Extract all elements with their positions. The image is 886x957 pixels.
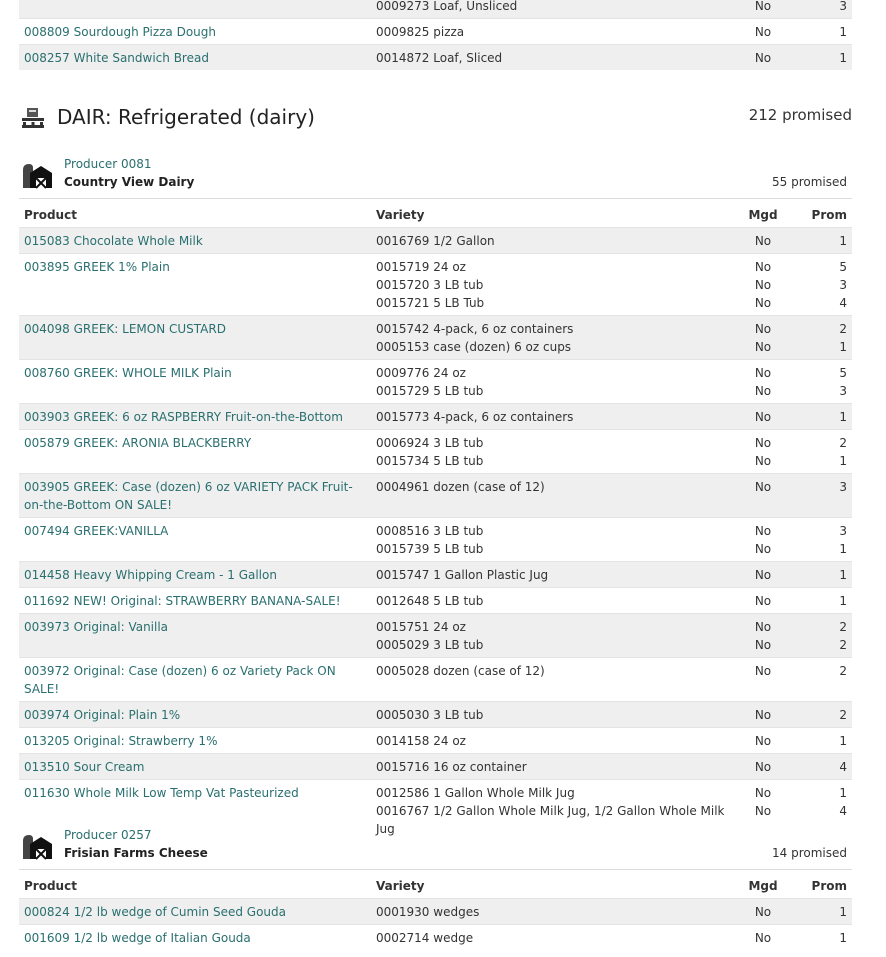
managed-cell xyxy=(731,588,795,614)
variety-text: 0014158 24 oz xyxy=(376,734,466,748)
promised-value: 5 xyxy=(839,366,847,380)
managed-value: No xyxy=(754,296,772,310)
managed-cell xyxy=(731,19,795,45)
variety-text: 0005153 case (dozen) 6 oz cups xyxy=(376,340,572,354)
product-link[interactable]: 013205 Original: Strawberry 1% xyxy=(24,734,218,748)
managed-value: No xyxy=(754,436,772,450)
producer-promised: 14 promised xyxy=(772,846,847,860)
column-header-prom[interactable]: Prom xyxy=(795,870,852,899)
managed-cell xyxy=(731,430,795,474)
product-cell xyxy=(19,925,371,951)
promised-value: 3 xyxy=(839,278,847,292)
variety-cell xyxy=(371,899,731,925)
product-cell xyxy=(19,360,371,404)
product-link[interactable]: 015083 Chocolate Whole Milk xyxy=(24,234,203,248)
product-link[interactable]: 008257 White Sandwich Bread xyxy=(24,51,209,65)
variety-text: 0016767 1/2 Gallon Whole Milk Jug, 1/2 Gallon Whole Milk Jug xyxy=(376,804,725,836)
product-link[interactable]: 011692 NEW! Original: STRAWBERRY BANANA-SALE! xyxy=(24,594,341,608)
variety-text: 0006924 3 LB tub xyxy=(376,436,484,450)
managed-cell xyxy=(731,254,795,316)
table-row xyxy=(19,658,852,702)
promised-value: 1 xyxy=(839,905,847,919)
promised-value: 1 xyxy=(839,542,847,556)
promised-cell xyxy=(795,588,852,614)
promised-cell xyxy=(795,754,852,780)
variety-cell xyxy=(371,430,731,474)
product-cell xyxy=(19,430,371,474)
table-row xyxy=(19,614,852,658)
managed-value: No xyxy=(754,366,772,380)
promised-value: 1 xyxy=(839,410,847,424)
variety-cell xyxy=(371,754,731,780)
managed-cell xyxy=(731,0,795,19)
table-row xyxy=(19,254,852,316)
product-link[interactable]: 003903 GREEK: 6 oz RASPBERRY Fruit-on-the-Bottom xyxy=(24,410,343,424)
managed-value: No xyxy=(754,25,772,39)
promised-cell xyxy=(795,254,852,316)
category-promised: 212 promised xyxy=(748,106,852,124)
promised-value: 3 xyxy=(839,524,847,538)
product-cell xyxy=(19,19,371,45)
variety-cell xyxy=(371,45,731,71)
producer-products-table xyxy=(19,198,852,841)
managed-value: No xyxy=(754,708,772,722)
promised-value: 1 xyxy=(839,51,847,65)
promised-cell xyxy=(795,360,852,404)
managed-cell xyxy=(731,728,795,754)
product-link[interactable]: 003895 GREEK 1% Plain xyxy=(24,260,170,274)
variety-text: 0016769 1/2 Gallon xyxy=(376,234,495,248)
table-row xyxy=(19,228,852,254)
variety-cell xyxy=(371,254,731,316)
producer-header xyxy=(19,157,852,197)
barn-icon xyxy=(21,832,53,860)
managed-value: No xyxy=(754,454,772,468)
product-cell xyxy=(19,728,371,754)
promised-value: 2 xyxy=(839,708,847,722)
variety-text: 0015729 5 LB tub xyxy=(376,384,484,398)
variety-text: 0001930 wedges xyxy=(376,905,480,919)
column-header-product[interactable]: Product xyxy=(19,199,371,228)
managed-value: No xyxy=(754,340,772,354)
product-cell xyxy=(19,518,371,562)
promised-cell xyxy=(795,45,852,71)
variety-cell xyxy=(371,562,731,588)
top-products-table xyxy=(19,0,852,70)
product-cell xyxy=(19,702,371,728)
product-link[interactable]: 005879 GREEK: ARONIA BLACKBERRY xyxy=(24,436,252,450)
managed-value: No xyxy=(754,384,772,398)
table-row xyxy=(19,925,852,951)
managed-cell xyxy=(731,360,795,404)
category-section-header xyxy=(19,103,852,133)
product-cell xyxy=(19,588,371,614)
variety-cell xyxy=(371,925,731,951)
table-row xyxy=(19,360,852,404)
variety-text: 0012648 5 LB tub xyxy=(376,594,484,608)
managed-value: No xyxy=(754,734,772,748)
managed-cell xyxy=(731,45,795,71)
column-header-mgd[interactable]: Mgd xyxy=(731,199,795,228)
managed-value: No xyxy=(754,278,772,292)
promised-cell xyxy=(795,228,852,254)
promised-value: 2 xyxy=(839,436,847,450)
column-header-product[interactable]: Product xyxy=(19,870,371,899)
variety-cell xyxy=(371,228,731,254)
table-row xyxy=(19,899,852,925)
product-link[interactable]: 008809 Sourdough Pizza Dough xyxy=(24,25,216,39)
table-row xyxy=(19,19,852,45)
product-cell xyxy=(19,899,371,925)
managed-cell xyxy=(731,754,795,780)
promised-cell xyxy=(795,925,852,951)
product-link[interactable]: 003972 Original: Case (dozen) 6 oz Variety Pack ON SALE! xyxy=(24,664,336,696)
promised-value: 1 xyxy=(839,340,847,354)
promised-cell xyxy=(795,658,852,702)
pallet-icon xyxy=(21,107,45,129)
promised-cell xyxy=(795,474,852,518)
managed-value: No xyxy=(754,524,772,538)
promised-value: 1 xyxy=(839,786,847,800)
managed-value: No xyxy=(754,480,772,494)
promised-cell xyxy=(795,614,852,658)
promised-cell xyxy=(795,562,852,588)
column-header-variety[interactable]: Variety xyxy=(371,870,731,899)
variety-text: 0014872 Loaf, Sliced xyxy=(376,51,503,65)
table-row xyxy=(19,728,852,754)
promised-value: 2 xyxy=(839,620,847,634)
product-cell xyxy=(19,254,371,316)
product-cell xyxy=(19,614,371,658)
promised-cell xyxy=(795,316,852,360)
variety-text: 0015719 24 oz xyxy=(376,260,466,274)
product-link[interactable]: 007494 GREEK:VANILLA xyxy=(24,524,169,538)
variety-cell xyxy=(371,19,731,45)
variety-text: 0015751 24 oz xyxy=(376,620,466,634)
table-row xyxy=(19,518,852,562)
table-row xyxy=(19,562,852,588)
managed-value: No xyxy=(754,931,772,945)
managed-value: No xyxy=(754,905,772,919)
variety-text: 0015734 5 LB tub xyxy=(376,454,484,468)
table-row xyxy=(19,316,852,360)
promised-value: 2 xyxy=(839,664,847,678)
table-row xyxy=(19,474,852,518)
promised-value: 3 xyxy=(839,0,847,13)
variety-text: 0005029 3 LB tub xyxy=(376,638,484,652)
variety-cell xyxy=(371,728,731,754)
product-cell xyxy=(19,658,371,702)
product-link[interactable]: 011630 Whole Milk Low Temp Vat Pasteurized xyxy=(24,786,299,800)
product-link[interactable]: 003973 Original: Vanilla xyxy=(24,620,169,634)
managed-value: No xyxy=(754,234,772,248)
column-header-variety[interactable]: Variety xyxy=(371,199,731,228)
variety-cell xyxy=(371,0,731,19)
promised-value: 5 xyxy=(839,260,847,274)
producer-number-link[interactable]: Producer 0081 xyxy=(64,157,152,171)
variety-cell xyxy=(371,316,731,360)
promised-value: 1 xyxy=(839,25,847,39)
managed-value: No xyxy=(754,638,772,652)
product-cell xyxy=(19,0,371,19)
variety-text: 0015716 16 oz container xyxy=(376,760,527,774)
column-header-mgd[interactable]: Mgd xyxy=(731,870,795,899)
variety-text: 0002714 wedge xyxy=(376,931,474,945)
promised-value: 4 xyxy=(839,804,847,818)
producer-number-link[interactable]: Producer 0257 xyxy=(64,828,152,842)
variety-text: 0005028 dozen (case of 12) xyxy=(376,664,545,678)
category-title: DAIR: Refrigerated (dairy) xyxy=(57,105,315,129)
variety-cell xyxy=(371,404,731,430)
table-row xyxy=(19,0,852,19)
managed-cell xyxy=(731,228,795,254)
managed-value: No xyxy=(754,594,772,608)
variety-text: 0015747 1 Gallon Plastic Jug xyxy=(376,568,549,582)
variety-cell xyxy=(371,702,731,728)
managed-value: No xyxy=(754,804,772,818)
managed-cell xyxy=(731,925,795,951)
promised-value: 1 xyxy=(839,931,847,945)
product-cell xyxy=(19,474,371,518)
managed-value: No xyxy=(754,410,772,424)
table-row xyxy=(19,588,852,614)
promised-value: 2 xyxy=(839,638,847,652)
managed-value: No xyxy=(754,664,772,678)
column-header-prom[interactable]: Prom xyxy=(795,199,852,228)
variety-text: 0009776 24 oz xyxy=(376,366,466,380)
producer-name: Frisian Farms Cheese xyxy=(64,846,208,860)
product-link[interactable]: 003974 Original: Plain 1% xyxy=(24,708,181,722)
managed-value: No xyxy=(754,0,772,13)
table-row xyxy=(19,754,852,780)
promised-value: 1 xyxy=(839,568,847,582)
promised-cell xyxy=(795,19,852,45)
product-cell xyxy=(19,562,371,588)
producer-name: Country View Dairy xyxy=(64,175,195,189)
managed-cell xyxy=(731,562,795,588)
table-row xyxy=(19,430,852,474)
promised-value: 3 xyxy=(839,384,847,398)
variety-cell xyxy=(371,614,731,658)
managed-cell xyxy=(731,702,795,728)
managed-cell xyxy=(731,474,795,518)
product-cell xyxy=(19,316,371,360)
variety-cell xyxy=(371,360,731,404)
product-link[interactable]: 013510 Sour Cream xyxy=(24,760,145,774)
managed-value: No xyxy=(754,568,772,582)
managed-value: No xyxy=(754,322,772,336)
product-link[interactable]: 008760 GREEK: WHOLE MILK Plain xyxy=(24,366,232,380)
product-link[interactable]: 004098 GREEK: LEMON CUSTARD xyxy=(24,322,226,336)
promised-value: 1 xyxy=(839,594,847,608)
managed-cell xyxy=(731,404,795,430)
promised-value: 1 xyxy=(839,454,847,468)
variety-text: 0004961 dozen (case of 12) xyxy=(376,480,545,494)
managed-cell xyxy=(731,518,795,562)
promised-cell xyxy=(795,702,852,728)
promised-value: 1 xyxy=(839,234,847,248)
variety-text: 0005030 3 LB tub xyxy=(376,708,484,722)
variety-text: 0012586 1 Gallon Whole Milk Jug xyxy=(376,786,575,800)
promised-cell xyxy=(795,430,852,474)
promised-value: 4 xyxy=(839,760,847,774)
managed-value: No xyxy=(754,542,772,556)
product-link[interactable]: 003905 GREEK: Case (dozen) 6 oz VARIETY PACK Fruit-on-the-Bottom ON SALE! xyxy=(24,480,353,512)
promised-cell xyxy=(795,728,852,754)
managed-value: No xyxy=(754,760,772,774)
managed-value: No xyxy=(754,620,772,634)
promised-cell xyxy=(795,518,852,562)
product-link[interactable]: 014458 Heavy Whipping Cream - 1 Gallon xyxy=(24,568,277,582)
product-cell xyxy=(19,404,371,430)
managed-value: No xyxy=(754,260,772,274)
variety-cell xyxy=(371,658,731,702)
table-row xyxy=(19,702,852,728)
producer-header xyxy=(19,828,852,868)
product-cell xyxy=(19,228,371,254)
table-row xyxy=(19,404,852,430)
variety-text: 0008516 3 LB tub xyxy=(376,524,484,538)
promised-value: 2 xyxy=(839,322,847,336)
variety-cell xyxy=(371,474,731,518)
variety-text: 0015773 4-pack, 6 oz containers xyxy=(376,410,574,424)
product-link[interactable]: 000824 1/2 lb wedge of Cumin Seed Gouda xyxy=(24,905,286,919)
managed-value: No xyxy=(754,786,772,800)
barn-icon xyxy=(21,161,53,189)
producer-products-table xyxy=(19,869,852,950)
variety-text: 0015721 5 LB Tub xyxy=(376,296,485,310)
producer-promised: 55 promised xyxy=(772,175,847,189)
variety-text: 0015739 5 LB tub xyxy=(376,542,484,556)
product-cell xyxy=(19,45,371,71)
variety-cell xyxy=(371,588,731,614)
promised-cell xyxy=(795,899,852,925)
promised-value: 1 xyxy=(839,734,847,748)
promised-cell xyxy=(795,404,852,430)
variety-text: 0009825 pizza xyxy=(376,25,465,39)
promised-cell xyxy=(795,0,852,19)
variety-cell xyxy=(371,518,731,562)
variety-text: 0015720 3 LB tub xyxy=(376,278,484,292)
product-link[interactable]: 001609 1/2 lb wedge of Italian Gouda xyxy=(24,931,251,945)
promised-value: 4 xyxy=(839,296,847,310)
managed-cell xyxy=(731,899,795,925)
product-cell xyxy=(19,754,371,780)
managed-value: No xyxy=(754,51,772,65)
promised-value: 3 xyxy=(839,480,847,494)
managed-cell xyxy=(731,614,795,658)
variety-text: 0009273 Loaf, Unsliced xyxy=(376,0,518,13)
table-row xyxy=(19,45,852,71)
variety-text: 0015742 4-pack, 6 oz containers xyxy=(376,322,574,336)
managed-cell xyxy=(731,316,795,360)
managed-cell xyxy=(731,658,795,702)
